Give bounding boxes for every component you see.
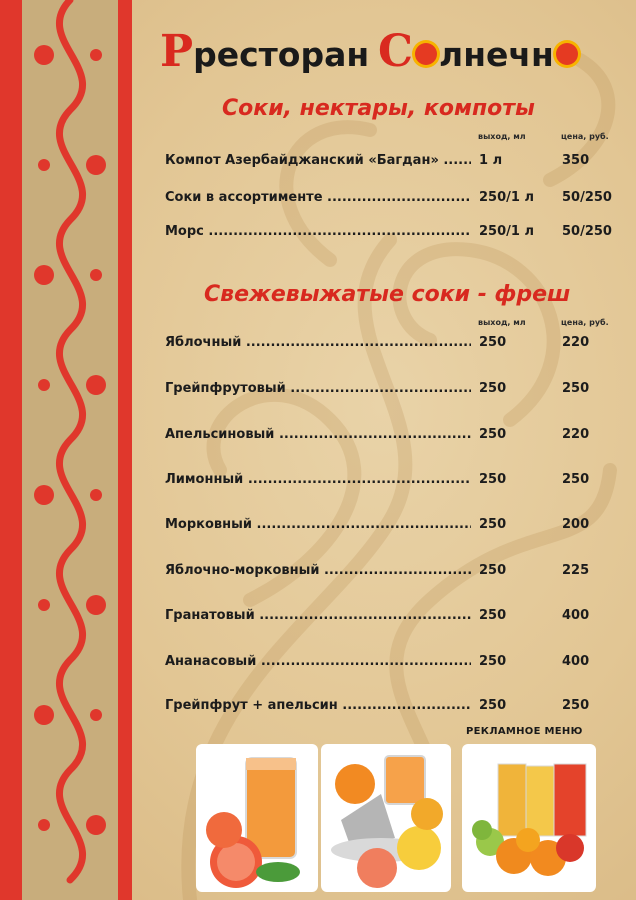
- column-header-price: цена, руб.: [561, 132, 609, 141]
- menu-row: [165, 427, 620, 447]
- item-name: Яблочный .....: [165, 335, 471, 350]
- item-name: Яблочно-морковный .....: [165, 563, 471, 578]
- item-name: Грейпфрутовый .....: [165, 381, 471, 396]
- orange-juicer-icon: [321, 744, 451, 892]
- item-yield: 250: [479, 381, 507, 396]
- title-word-1: ресторан: [193, 35, 370, 74]
- item-price: 350: [562, 153, 590, 168]
- sun-icon: [556, 43, 578, 65]
- menu-row: [165, 654, 620, 674]
- section-title-fresh: Свежевыжатые соки - фреш: [204, 282, 571, 307]
- item-price: 50/250: [562, 224, 612, 239]
- item-price: 400: [562, 654, 590, 669]
- item-price: 250: [562, 381, 590, 396]
- item-price: 250: [562, 472, 590, 487]
- menu-row: [165, 608, 620, 628]
- section-title-juices: Соки, нектары, компоты: [222, 96, 535, 121]
- item-price: 400: [562, 608, 590, 623]
- item-price: 250: [562, 698, 590, 713]
- menu-row: [165, 153, 620, 173]
- item-name: Морковный .....: [165, 517, 471, 532]
- item-name: Гранатовый .....: [165, 608, 471, 623]
- menu-row: [165, 517, 620, 537]
- column-header-yield: выход, мл: [478, 132, 526, 141]
- column-header-yield: выход, мл: [478, 318, 526, 327]
- item-name: Грейпфрут + апельсин .....: [165, 698, 471, 713]
- item-name: Морс .....: [165, 224, 471, 239]
- item-price: 220: [562, 427, 590, 442]
- item-name: Ананасовый .....: [165, 654, 471, 669]
- column-header-price: цена, руб.: [561, 318, 609, 327]
- juice-glasses-icon: [462, 744, 596, 892]
- grapefruit-juice-icon: [196, 744, 318, 892]
- item-price: 200: [562, 517, 590, 532]
- item-yield: 1 л: [479, 153, 503, 168]
- item-yield: 250: [479, 335, 507, 350]
- title-word-2: лнечн: [439, 35, 554, 74]
- promo-label: РЕКЛАМНОЕ МЕНЮ: [466, 726, 583, 737]
- menu-row: [165, 224, 620, 244]
- photo-juice-glasses: [462, 744, 596, 892]
- item-yield: 250/1 л: [479, 224, 534, 239]
- title-capital-r: Р: [160, 26, 194, 77]
- khokhloma-pattern-icon: [22, 0, 118, 900]
- photo-orange-press: [321, 744, 451, 892]
- item-yield: 250/1 л: [479, 190, 534, 205]
- item-yield: 250: [479, 427, 507, 442]
- item-price: 225: [562, 563, 590, 578]
- item-name: Компот Азербайджанский «Багдан» .....: [165, 153, 471, 168]
- menu-row: [165, 563, 620, 583]
- item-yield: 250: [479, 654, 507, 669]
- menu-row: [165, 190, 620, 210]
- item-yield: 250: [479, 698, 507, 713]
- menu-row: [165, 472, 620, 492]
- item-yield: 250: [479, 517, 507, 532]
- sun-icon: [415, 43, 437, 65]
- item-yield: 250: [479, 608, 507, 623]
- menu-row: [165, 381, 620, 401]
- item-yield: 250: [479, 563, 507, 578]
- photo-grapefruit-juice: [196, 744, 318, 892]
- item-price: 50/250: [562, 190, 612, 205]
- item-name: Соки в ассортименте .....: [165, 190, 471, 205]
- item-price: 220: [562, 335, 590, 350]
- menu-row: [165, 335, 620, 355]
- item-name: Лимонный .....: [165, 472, 471, 487]
- item-yield: 250: [479, 472, 507, 487]
- item-name: Апельсиновый .....: [165, 427, 471, 442]
- page-title: [160, 18, 630, 88]
- title-capital-s: С: [378, 26, 414, 77]
- menu-row: [165, 698, 620, 718]
